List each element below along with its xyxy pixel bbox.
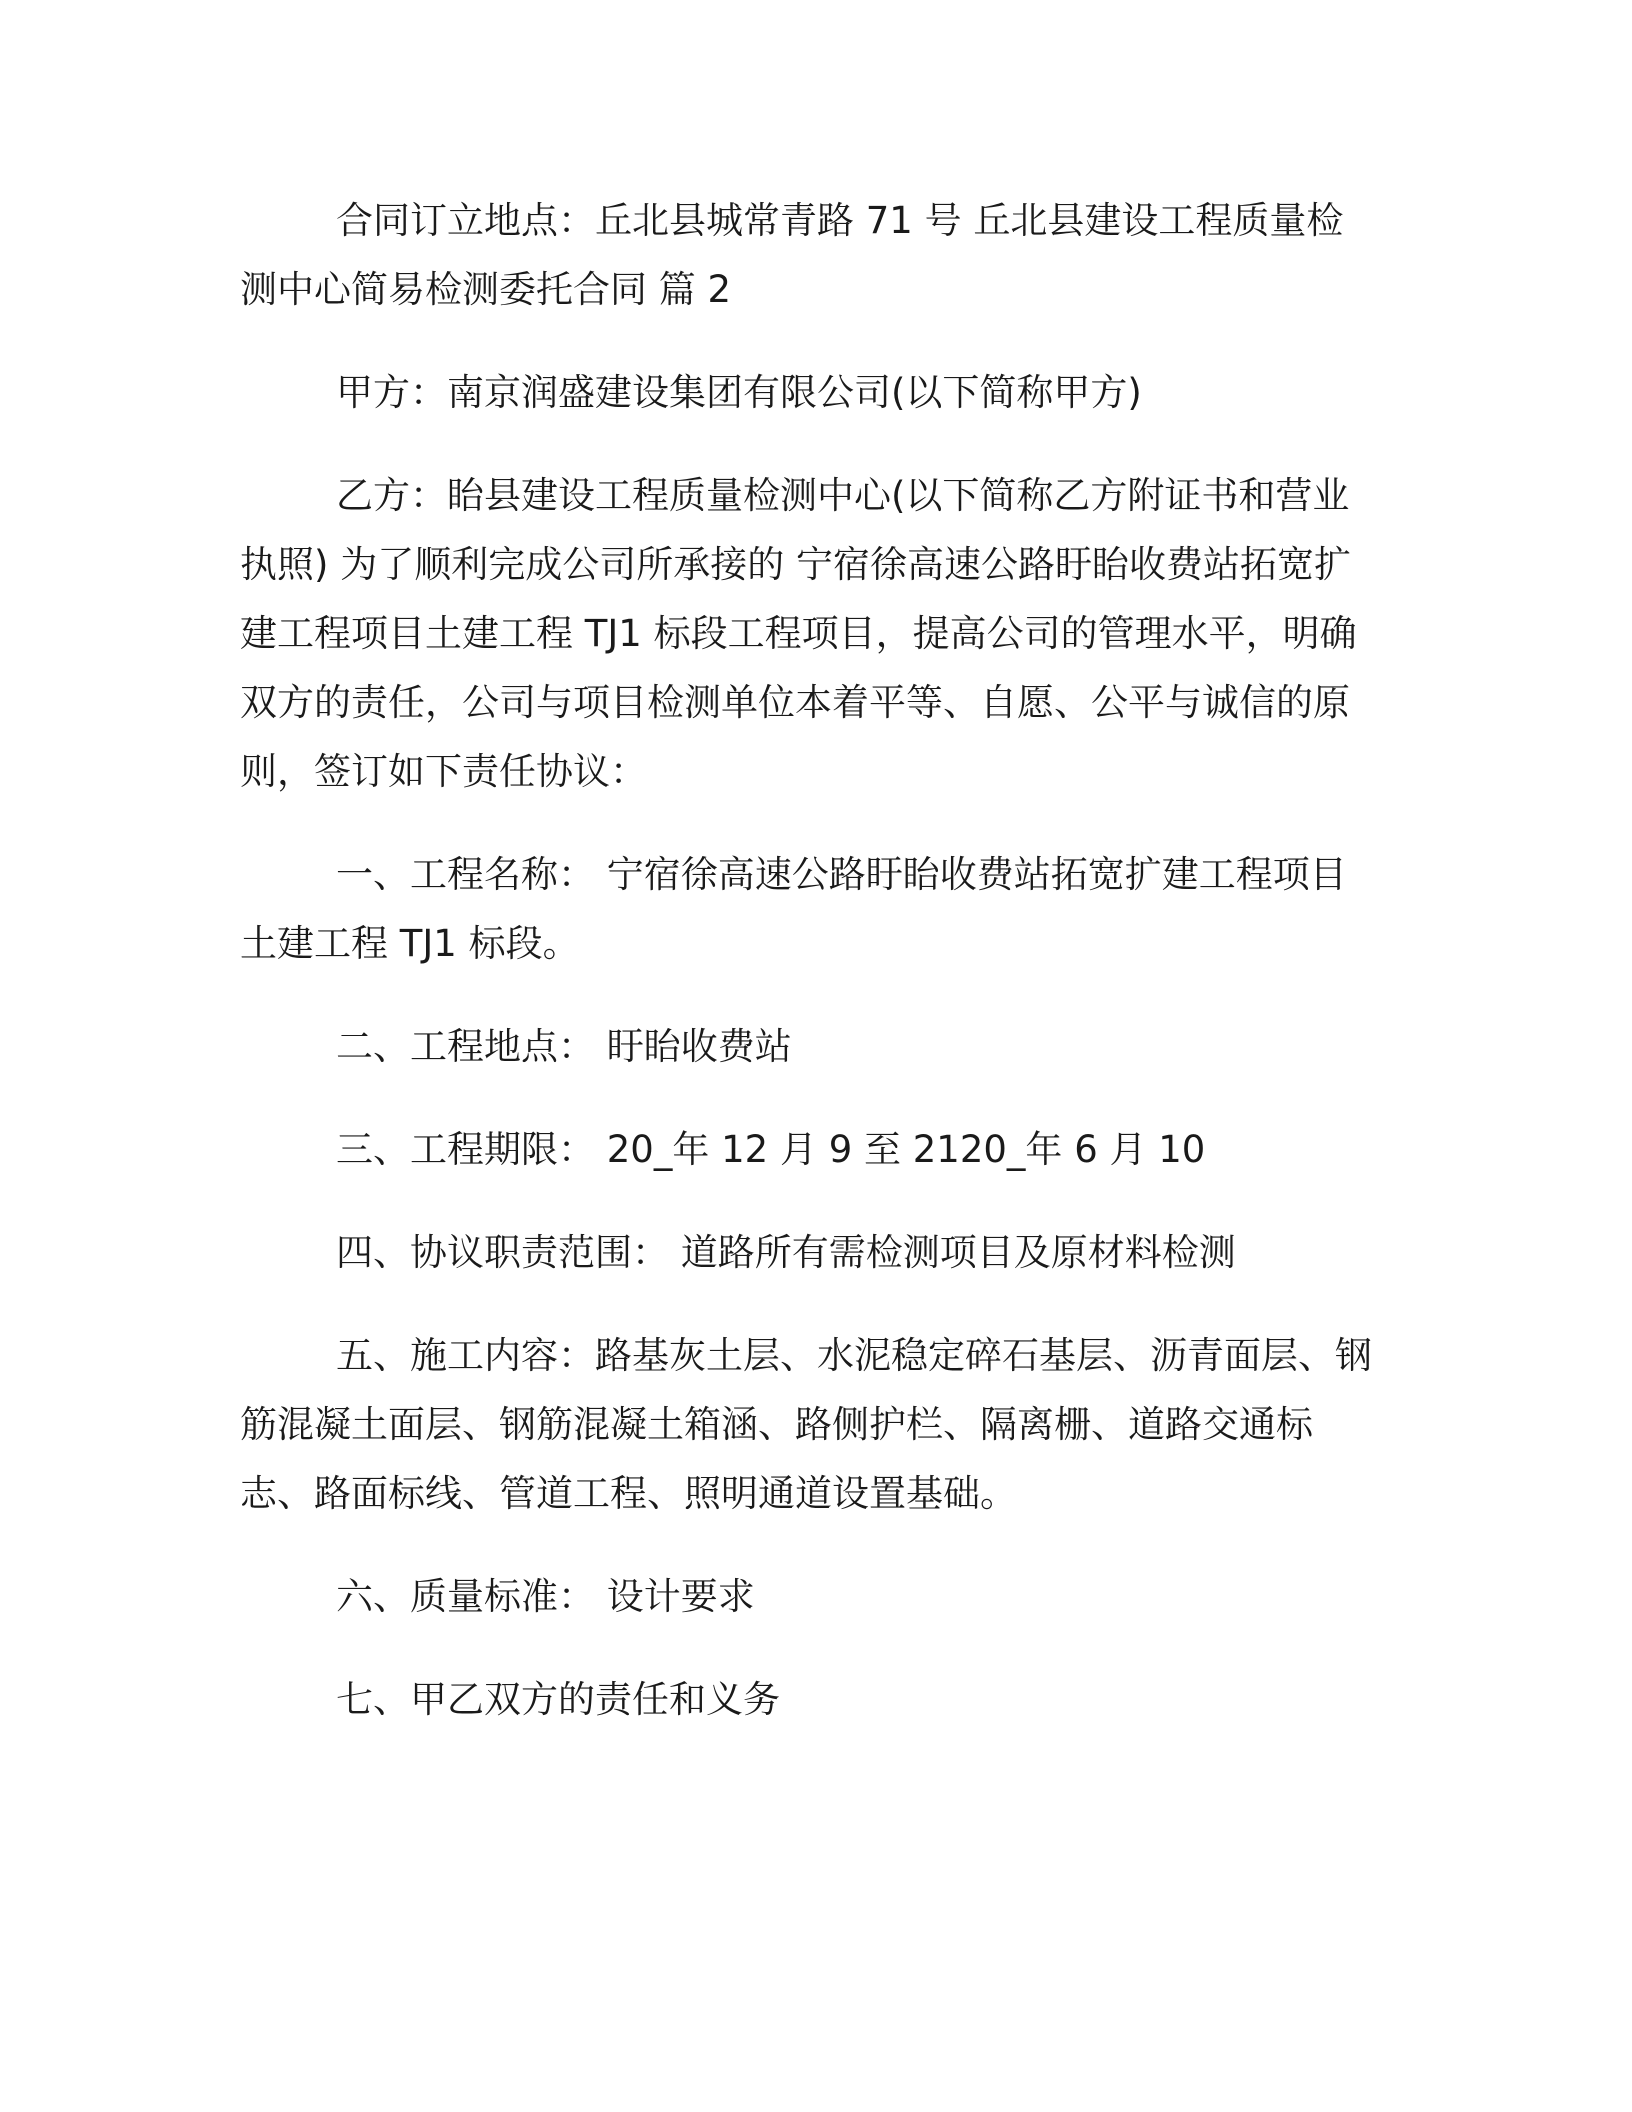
paragraph-party-a: 甲方：南京润盛建设集团有限公司(以下简称甲方) (336, 371, 1142, 414)
paragraph-responsibilities: 七、甲乙双方的责任和义务 (336, 1678, 780, 1721)
paragraph-quality-standard: 六、质量标准： 设计要求 (336, 1575, 755, 1618)
paragraph-project-period: 三、工程期限： 20_年 12 月 9 至 2120_年 6 月 10 (336, 1128, 1206, 1171)
document-body (240, 186, 1380, 1734)
paragraph-project-name: 一、工程名称： 宁宿徐高速公路盱眙收费站拓宽扩建工程项目土建工程 TJ1 标段。 (240, 853, 1347, 965)
paragraph-contract-location: 合同订立地点：丘北县城常青路 71 号 丘北县建设工程质量检测中心简易检测委托合同 篇 2 (240, 199, 1344, 311)
paragraph-party-b: 乙方：眙县建设工程质量检测中心(以下简称乙方附证书和营业执照) 为了顺利完成公司所承接的 宁宿徐高速公路盱眙收费站拓宽扩建工程项目土建工程 TJ1 标段工程项目，提高公司的管理水平，明确双方的责任，公司与项目检测单位本着平等、自愿、公平与诚信的原则，签订如下责任协议： (240, 474, 1357, 793)
paragraph-scope: 四、协议职责范围： 道路所有需检测项目及原材料检测 (336, 1231, 1236, 1274)
paragraph-project-location: 二、工程地点： 盱眙收费站 (336, 1025, 792, 1068)
paragraph-construction-content: 五、施工内容：路基灰土层、水泥稳定碎石基层、沥青面层、钢筋混凝土面层、钢筋混凝土箱涵、路侧护栏、隔离栅、道路交通标志、路面标线、管道工程、照明通道设置基础。 (240, 1334, 1372, 1515)
